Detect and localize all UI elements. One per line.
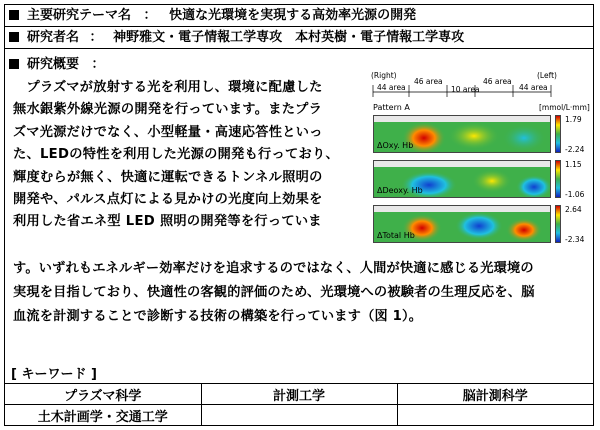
theme-separator: ： — [143, 8, 157, 23]
colorbar-max: 1.79 — [565, 115, 582, 124]
colorbar — [555, 160, 561, 198]
unit-label: [mmol/L·mm] — [539, 103, 590, 112]
overview-line: 血流を計測することで診断する技術の構築を行っています（図 1）。 — [13, 309, 423, 324]
overview-line: ズマ光源だけでなく、小型軽量・高速応答性といっ — [13, 124, 323, 140]
overview-label: 研究概要 — [27, 57, 80, 72]
keyword-cell: プラズマ科学 — [5, 384, 201, 405]
oxy-hb-label: ΔOxy. Hb — [377, 141, 414, 150]
total-hb-panel — [373, 205, 551, 243]
area-label: 44 area — [519, 83, 548, 92]
area-label: 46 area — [483, 77, 512, 86]
brain-blood-flow-figure — [367, 71, 591, 249]
theme-label: 主要研究テーマ名 — [27, 8, 132, 23]
overview-text-full — [13, 257, 588, 329]
researcher-separator: ： — [89, 30, 103, 45]
right-label: (Right) — [371, 71, 397, 80]
table-row — [5, 384, 593, 405]
keyword-cell: 土木計画学・交通工学 — [5, 405, 201, 426]
oxy-hb-panel — [373, 115, 551, 153]
total-hb-label: ΔTotal Hb — [377, 231, 415, 240]
bullet-square-icon — [9, 10, 19, 20]
colorbar-min: -2.34 — [565, 235, 585, 244]
colorbar — [555, 115, 561, 153]
deoxy-hb-label: ΔDeoxy. Hb — [377, 186, 423, 195]
pattern-label: Pattern A — [373, 103, 410, 112]
bullet-square-icon — [9, 32, 19, 42]
overview-line: 輝度むらが無く、快適に運転できるトンネル照明の — [13, 169, 323, 185]
keyword-cell: 計測工学 — [201, 384, 397, 405]
overview-line: 実現を目指しており、快適性の客観的評価のため、光環境への被験者の生理反応を、脳 — [13, 285, 535, 300]
overview-line: す。いずれもエネルギー効率だけを追求するのではなく、人間が快適に感じる光環境の — [13, 261, 534, 276]
colorbar-max: 2.64 — [565, 205, 582, 214]
keyword-cell: 脳計測科学 — [397, 384, 593, 405]
table-row — [5, 405, 593, 426]
area-label: 10 area — [451, 85, 480, 94]
area-label: 46 area — [414, 77, 443, 86]
overview-line: 開発や、パルス点灯による見かけの光度向上効果を — [13, 192, 323, 208]
colorbar-min: -2.24 — [565, 145, 585, 154]
overview-line: 無水銀紫外線光源の開発を行っています。またプラ — [13, 102, 323, 118]
left-label: (Left) — [537, 71, 557, 80]
keyword-cell — [397, 405, 593, 426]
researcher-label: 研究者名 — [27, 30, 80, 45]
colorbar-max: 1.15 — [565, 160, 582, 169]
overview-text-side — [13, 77, 351, 234]
keyword-cell — [201, 405, 397, 426]
colorbar-min: -1.06 — [565, 190, 585, 199]
area-label: 44 area — [377, 83, 406, 92]
bullet-square-icon — [9, 59, 19, 69]
overview-separator: ： — [91, 57, 105, 72]
overview-line: プラズマが放射する光を利用し、環境に配慮した — [13, 80, 323, 95]
theme-row — [5, 5, 593, 27]
deoxy-hb-panel — [373, 160, 551, 198]
researcher-value: 神野雅文・電子情報工学専攻 本村英樹・電子情報工学専攻 — [113, 30, 465, 45]
document-frame — [4, 4, 594, 426]
keyword-heading: [ キーワード ] — [11, 367, 97, 382]
overview-line: た、LEDの特性を利用した光源の開発も行っており、 — [13, 147, 339, 163]
keyword-table — [5, 383, 593, 425]
theme-value: 快適な光環境を実現する高効率光源の開発 — [169, 8, 417, 23]
overview-heading — [9, 53, 105, 72]
researcher-row — [5, 27, 593, 49]
overview-line: 利用した省エネ型 LED 照明の開発等を行っていま — [13, 214, 322, 230]
colorbar — [555, 205, 561, 243]
